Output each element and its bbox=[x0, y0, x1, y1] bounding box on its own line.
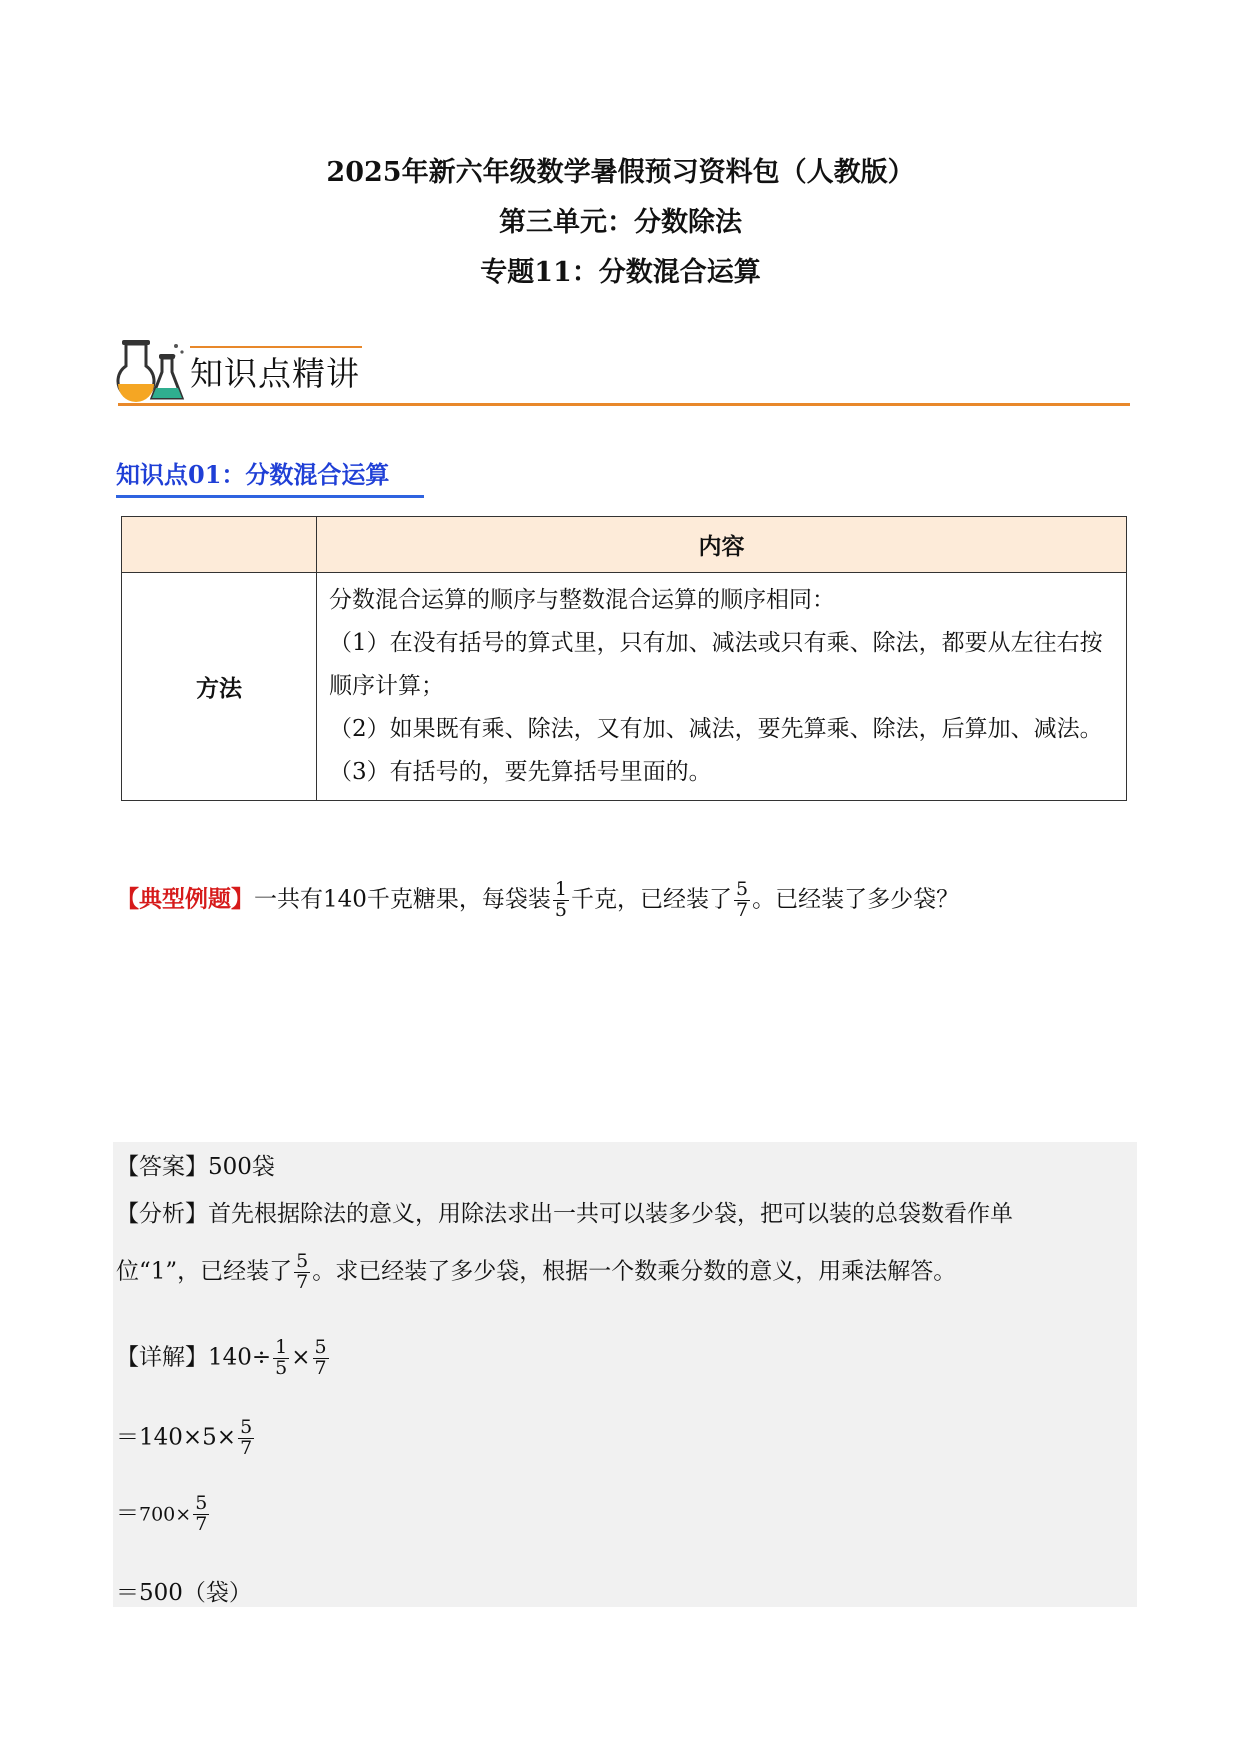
answer-tag: 【答案】 bbox=[116, 1154, 208, 1180]
fraction: $\frac{1}{5}$ bbox=[275, 1336, 288, 1379]
page-title: 2025年新六年级数学暑假预习资料包（人教版） bbox=[326, 157, 915, 188]
content-table bbox=[121, 516, 1127, 801]
step-text: ＝140×5× bbox=[116, 1424, 237, 1451]
table-header-content: 内容 bbox=[317, 517, 1127, 573]
answer-value: 500袋 bbox=[208, 1154, 275, 1180]
analysis-tag: 【分析】 bbox=[116, 1201, 208, 1227]
method-line: （3）有括号的，要先算括号里面的。 bbox=[329, 759, 712, 785]
answer-line bbox=[116, 1148, 275, 1181]
fraction: $\frac{1}{5}$ bbox=[554, 878, 567, 921]
table-header-empty bbox=[122, 517, 317, 573]
knowledge-point-title: 知识点01：分数混合运算 bbox=[116, 460, 390, 489]
fraction: $\frac{5}{7}$ bbox=[296, 1250, 309, 1293]
fraction: $\frac{5}{7}$ bbox=[195, 1492, 208, 1535]
step-text: 700× bbox=[139, 1503, 192, 1526]
topic-title: 专题11：分数混合运算 bbox=[480, 257, 761, 288]
analysis-line bbox=[116, 1252, 956, 1293]
analysis-text: 位“1”，已经装了 bbox=[116, 1258, 293, 1285]
method-line: 分数混合运算的顺序与整数混合运算的顺序相同： bbox=[329, 587, 835, 613]
knowledge-point-underline bbox=[116, 495, 424, 498]
table-header-row bbox=[122, 517, 1127, 573]
analysis-text: 。求已经装了多少袋，根据一个数乘分数的意义，用乘法解答。 bbox=[312, 1258, 957, 1285]
method-content bbox=[317, 573, 1127, 801]
fraction: $\frac{5}{7}$ bbox=[314, 1336, 327, 1379]
lab-flask-icon bbox=[116, 338, 188, 404]
detail-step bbox=[116, 1494, 211, 1535]
method-line: （2）如果既有乘、除法，又有加、减法，要先算乘、除法，后算加、减法。 bbox=[329, 716, 1103, 742]
step-text: ＝ bbox=[116, 1500, 139, 1527]
analysis-text: 首先根据除法的意义，用除法求出一共可以装多少袋，把可以装的总袋数看作单 bbox=[208, 1201, 1013, 1227]
step-operator: × bbox=[291, 1344, 311, 1371]
example-text: 。已经装了多少袋？ bbox=[752, 886, 960, 913]
detail-step bbox=[116, 1338, 331, 1379]
example-text: 千克，已经装了 bbox=[571, 886, 732, 913]
fraction: $\frac{5}{7}$ bbox=[240, 1416, 253, 1459]
example-tag: 【典型例题】 bbox=[116, 885, 254, 913]
detail-step bbox=[116, 1418, 256, 1459]
detail-tag: 【详解】 bbox=[116, 1344, 208, 1371]
analysis-line bbox=[116, 1195, 1013, 1228]
banner-underline bbox=[118, 403, 1130, 406]
unit-title: 第三单元：分数除法 bbox=[499, 207, 742, 238]
example-problem bbox=[116, 880, 959, 921]
detail-step-result: ＝500（袋） bbox=[116, 1580, 252, 1606]
table-row bbox=[122, 573, 1127, 801]
banner-label: 知识点精讲 bbox=[190, 354, 360, 393]
method-line: （1）在没有括号的算式里，只有加、减法或只有乘、除法，都要从左往右按顺序计算； bbox=[329, 630, 1103, 699]
example-text: 一共有140千克糖果，每袋装 bbox=[254, 886, 551, 913]
row-label-method: 方法 bbox=[122, 573, 317, 801]
step-text: 140÷ bbox=[208, 1344, 272, 1371]
fraction: $\frac{5}{7}$ bbox=[736, 878, 749, 921]
